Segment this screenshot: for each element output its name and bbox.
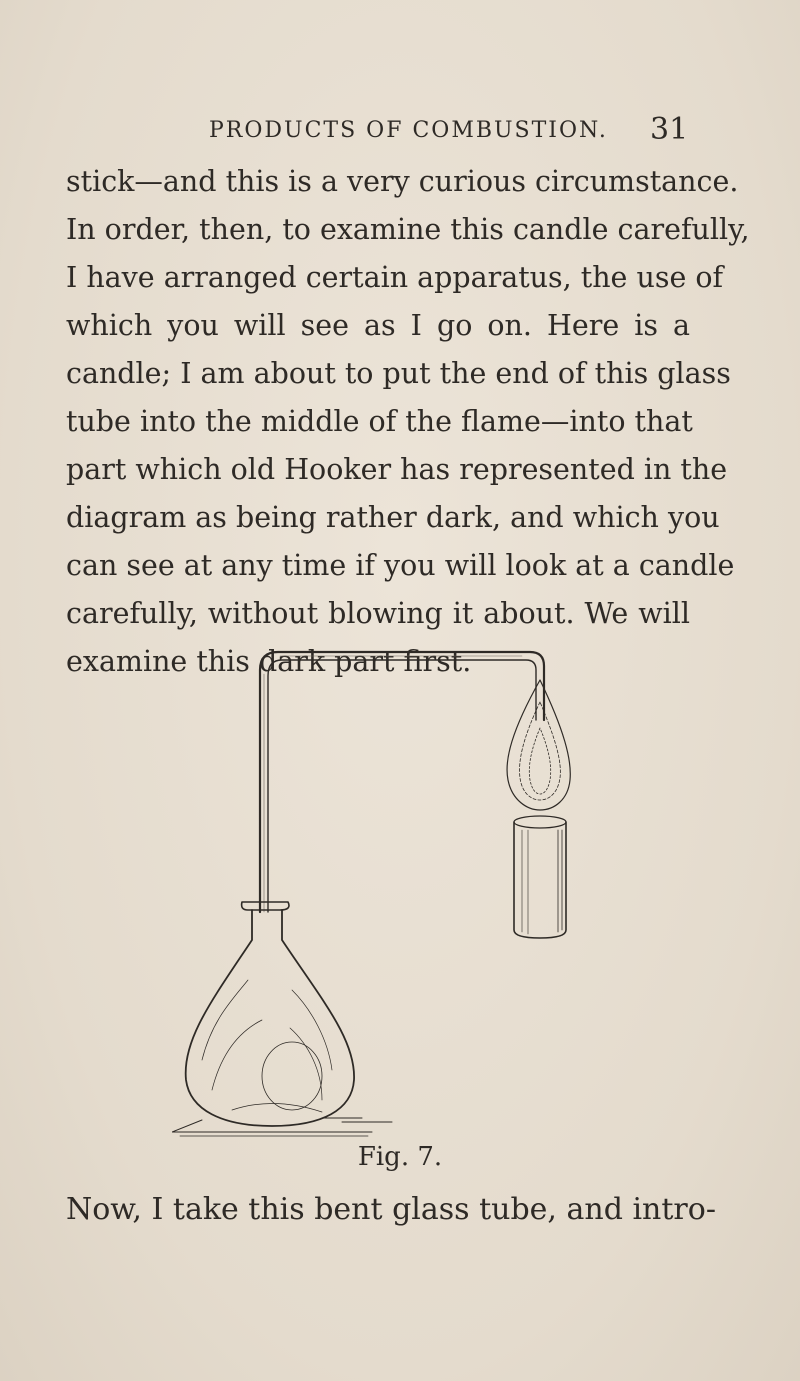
text-line: In order, then, to examine this candle carefully, — [66, 213, 750, 246]
figure-illustration — [172, 640, 592, 1150]
text-line: can see at any time if you will look at a candle — [66, 549, 735, 582]
figure-caption: Fig. 7. — [357, 1142, 443, 1172]
page-number: 31 — [650, 112, 689, 147]
text-line: examine this dark part first. — [66, 645, 472, 678]
bent-glass-tube — [260, 652, 544, 912]
candle — [514, 816, 566, 938]
text-line: I have arranged certain apparatus, the use of — [66, 261, 724, 294]
continuation-line: Now, I take this bent glass tube, and intro- — [66, 1192, 716, 1227]
text-line: diagram as being rather dark, and which you — [66, 501, 720, 534]
text-line: carefully, without blowing it about. We will — [66, 597, 690, 630]
text-line: stick—and this is a very curious circumstance. — [66, 165, 739, 198]
running-head: PRODUCTS OF COMBUSTION. — [209, 118, 608, 143]
paragraph — [66, 158, 750, 686]
flask — [172, 902, 392, 1136]
text-line: part which old Hooker has represented in the — [66, 453, 728, 486]
text-line: tube into the middle of the flame—into that — [66, 405, 693, 438]
flame-icon — [507, 680, 570, 810]
text-line: candle; I am about to put the end of this glass — [66, 357, 731, 390]
page-header — [0, 112, 800, 158]
text-line: which you will see as I go on. Here is a — [66, 309, 690, 342]
